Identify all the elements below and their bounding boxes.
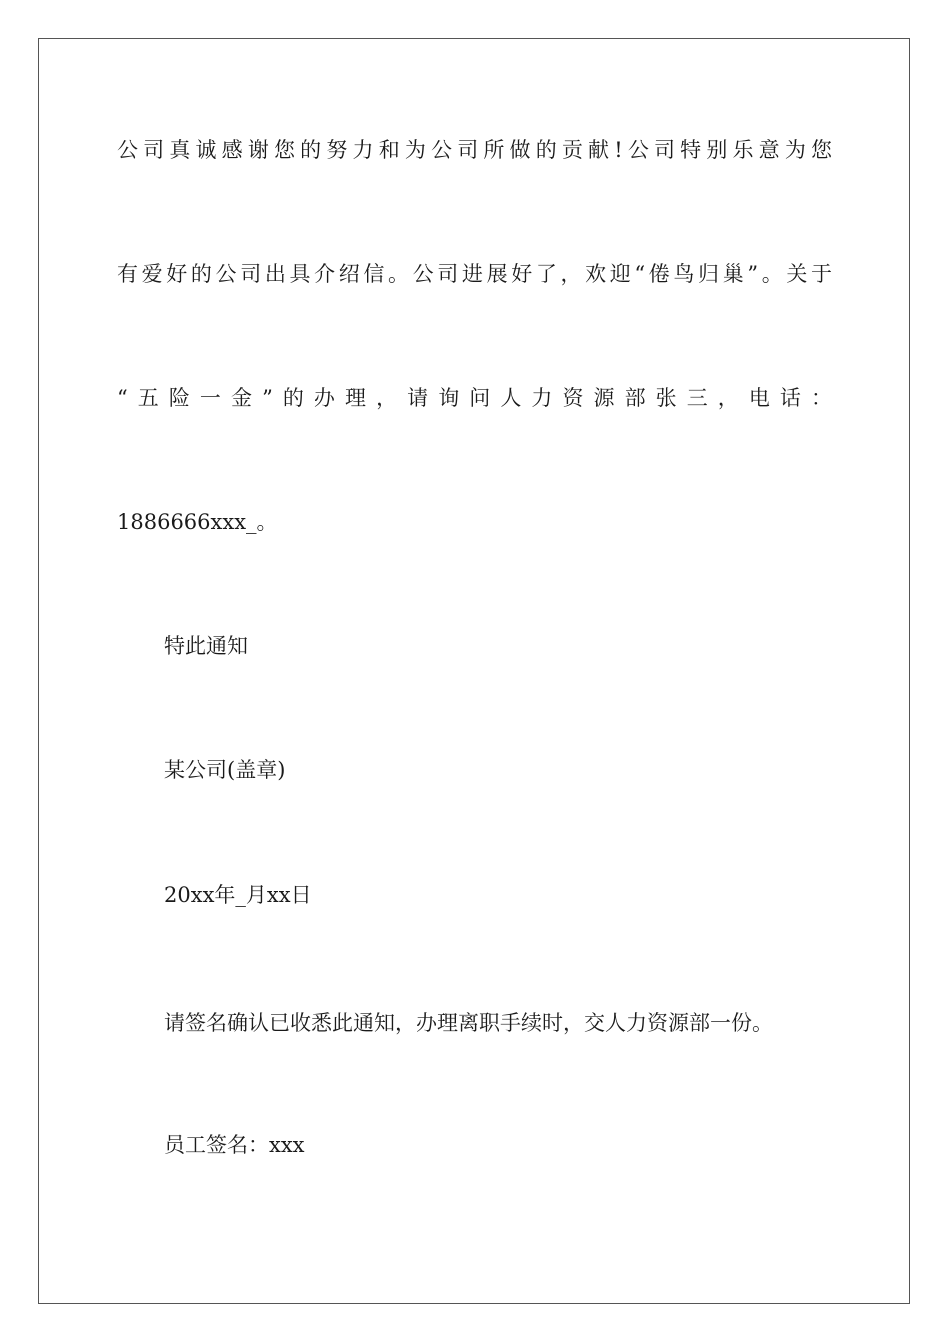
letter-body-line-4: 1886666xxx_。	[117, 510, 278, 534]
letter-body-line-1: 公司真诚感谢您的努力和为公司所做的贡献!公司特别乐意为您	[117, 138, 832, 162]
notice-text: 特此通知	[164, 634, 248, 658]
letter-body-line-2: 有爱好的公司出具介绍信。公司进展好了，欢迎“倦鸟归巢”。关于	[117, 262, 832, 286]
date-text: 20xx年_月xx日	[164, 883, 312, 907]
page-border	[38, 38, 910, 1304]
company-seal-text: 某公司(盖章)	[164, 758, 286, 782]
confirm-request-text: 请签名确认已收悉此通知，办理离职手续时，交人力资源部一份。	[164, 1011, 773, 1035]
letter-body-line-3: “五险一金”的办理，请询问人力资源部张三，电话：	[117, 386, 832, 410]
employee-signature-text: 员工签名：xxx	[164, 1133, 305, 1157]
